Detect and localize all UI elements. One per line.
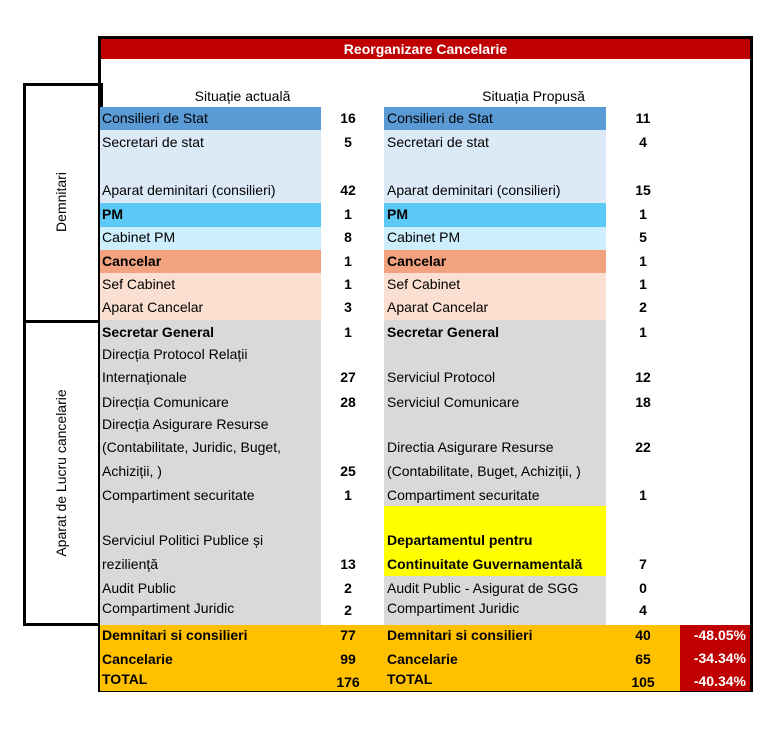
new-total-cancelarie-value: 65 [635, 651, 651, 667]
new-juridic-label: Compartiment Juridic [387, 600, 520, 616]
new-secretari-value: 4 [639, 134, 647, 150]
cur-secretari-label: Secretari de stat [102, 134, 204, 150]
new-aparat-demnitari-label: Aparat deminitari (consilieri) [387, 182, 561, 198]
new-aparat-cancelar-value: 2 [639, 299, 647, 315]
new-total-demnitari-value: 40 [635, 627, 651, 643]
cur-securitate-value: 1 [344, 487, 352, 503]
cur-protocol-value: 27 [340, 369, 356, 385]
cur-aparat-cancelar-value: 3 [344, 299, 352, 315]
cur-resurse-label-1: Direcția Asigurare Resurse [102, 416, 269, 432]
new-cabinet-pm-value: 5 [639, 229, 647, 245]
cur-aparat-cancelar-label: Aparat Cancelar [102, 299, 204, 315]
cur-juridic-value: 2 [344, 602, 352, 618]
new-resurse-label-1: Directia Asigurare Resurse [387, 439, 554, 455]
new-secretar-general-label: Secretar General [387, 324, 500, 340]
cur-total-cancelarie-value: 99 [340, 651, 356, 667]
new-sef-cabinet-label: Sef Cabinet [387, 276, 461, 292]
header-current: Situație actuală [194, 88, 291, 104]
cur-comunicare-label: Direcția Comunicare [102, 394, 229, 410]
cur-aparat-demnitari-value: 42 [340, 182, 356, 198]
new-comunicare-label: Serviciul Comunicare [387, 394, 520, 410]
new-departament-value: 7 [639, 556, 647, 572]
new-audit-value: 0 [639, 580, 647, 596]
cur-consilieri-stat-value: 16 [340, 110, 356, 126]
header-proposed: Situația Propusă [482, 88, 585, 104]
new-total-label: TOTAL [387, 671, 433, 687]
new-departament-label-2: Continuitate Guvernamentală [387, 556, 583, 572]
cur-resurse-value: 25 [340, 463, 356, 479]
cur-protocol-label-1: Direcția Protocol Relații [102, 346, 248, 362]
cur-total-value: 176 [336, 674, 360, 690]
new-aparat-demnitari-value: 15 [635, 182, 651, 198]
new-resurse-label-2: (Contabilitate, Buget, Achiziții, ) [387, 463, 581, 479]
table-title: Reorganizare Cancelarie [101, 39, 750, 59]
cur-protocol-label-2: Internaționale [102, 369, 187, 385]
pct-total: -40.34% [680, 671, 750, 691]
new-securitate-label: Compartiment securitate [387, 487, 540, 503]
cur-aparat-demnitari-label: Aparat deminitari (consilieri) [102, 182, 276, 198]
cur-sef-cabinet-value: 1 [344, 276, 352, 292]
cur-cancelar-label: Cancelar [102, 253, 162, 269]
new-consilieri-stat-value: 11 [635, 110, 651, 126]
cur-securitate-label: Compartiment securitate [102, 487, 255, 503]
new-consilieri-stat-label: Consilieri de Stat [387, 110, 493, 126]
cur-politici-value: 13 [340, 556, 356, 572]
cur-cancelar-value: 1 [344, 253, 352, 269]
cur-cabinet-pm-value: 8 [344, 229, 352, 245]
new-cancelar-value: 1 [639, 253, 647, 269]
cur-total-cancelarie-label: Cancelarie [102, 651, 173, 667]
new-audit-label: Audit Public - Asigurat de SGG [387, 580, 579, 596]
new-cancelar-label: Cancelar [387, 253, 447, 269]
new-total-value: 105 [631, 674, 655, 690]
cur-secretar-general-label: Secretar General [102, 324, 215, 340]
cur-secretar-general-value: 1 [344, 324, 352, 340]
cur-audit-label: Audit Public [102, 580, 176, 596]
cur-consilieri-stat-label: Consilieri de Stat [102, 110, 208, 126]
cur-pm-label: PM [102, 206, 123, 222]
aparat-label: Aparat de Lucru cancelarie [53, 389, 69, 557]
new-comunicare-value: 18 [635, 394, 651, 410]
new-pm-value: 1 [639, 206, 647, 222]
cur-resurse-label-3: Achiziții, ) [102, 463, 162, 479]
new-pm-bg [384, 203, 606, 227]
cur-pm-value: 1 [344, 206, 352, 222]
pct-demnitari: -48.05% [680, 625, 750, 648]
demnitari-label: Demnitari [53, 172, 69, 232]
new-total-demnitari-label: Demnitari si consilieri [387, 627, 533, 643]
new-juridic-value: 4 [639, 602, 647, 618]
cur-politici-label-1: Serviciul Politici Publice și [102, 532, 264, 548]
new-protocol-label: Serviciul Protocol [387, 369, 496, 385]
cur-pm-bg [100, 203, 321, 227]
cur-comunicare-value: 28 [340, 394, 356, 410]
new-sef-cabinet-value: 1 [639, 276, 647, 292]
new-securitate-value: 1 [639, 487, 647, 503]
new-pm-label: PM [387, 206, 408, 222]
cur-juridic-label: Compartiment Juridic [102, 600, 235, 616]
cur-audit-value: 2 [344, 580, 352, 596]
cur-secretari-value: 5 [344, 134, 352, 150]
new-departament-label-1: Departamentul pentru [387, 532, 533, 548]
new-resurse-value: 22 [635, 439, 651, 455]
cur-total-demnitari-label: Demnitari si consilieri [102, 627, 248, 643]
new-cabinet-pm-label: Cabinet PM [387, 229, 461, 245]
new-protocol-value: 12 [635, 369, 651, 385]
new-secretar-general-value: 1 [639, 324, 647, 340]
cur-cabinet-pm-label: Cabinet PM [102, 229, 176, 245]
new-total-cancelarie-label: Cancelarie [387, 651, 458, 667]
new-aparat-cancelar-label: Aparat Cancelar [387, 299, 489, 315]
cur-total-demnitari-value: 77 [340, 627, 356, 643]
cur-total-label: TOTAL [102, 671, 148, 687]
new-secretari-label: Secretari de stat [387, 134, 489, 150]
cur-politici-label-2: reziliență [102, 556, 159, 572]
pct-cancelarie: -34.34% [680, 648, 750, 671]
cur-resurse-label-2: (Contabilitate, Juridic, Buget, [102, 439, 281, 455]
cur-sef-cabinet-label: Sef Cabinet [102, 276, 176, 292]
